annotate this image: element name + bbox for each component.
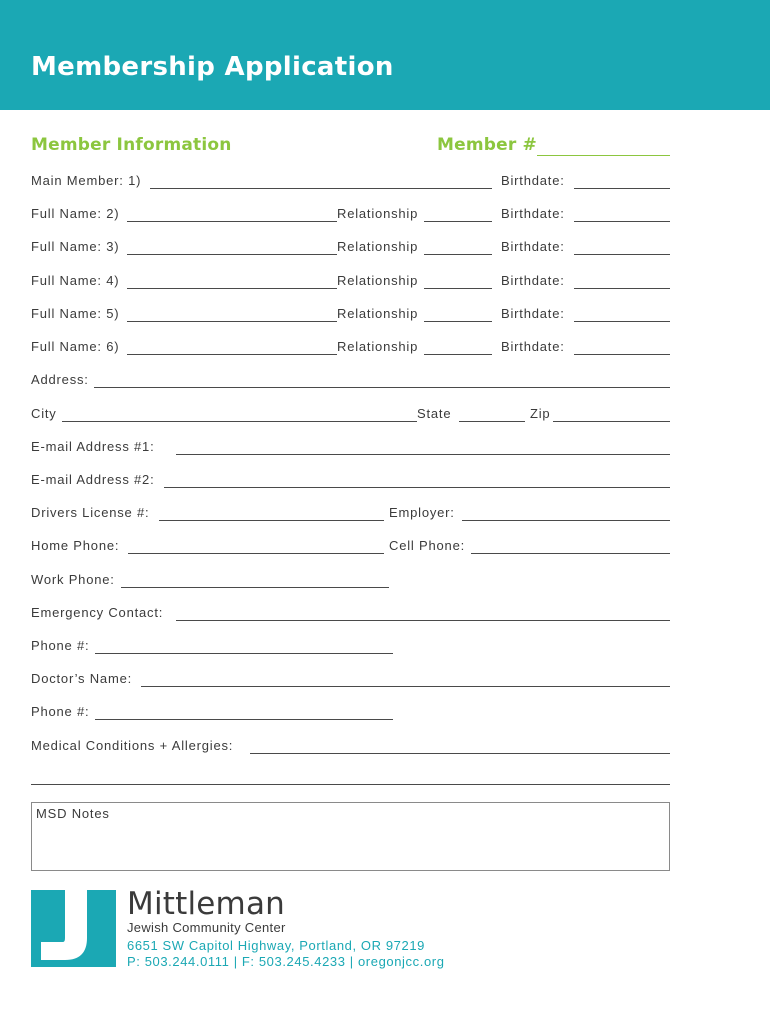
birthdate-field[interactable]	[574, 254, 670, 255]
birthdate-label: Birthdate:	[501, 339, 565, 354]
org-subtitle: Jewish Community Center	[127, 920, 286, 935]
relationship-label: Relationship	[337, 306, 419, 321]
city-state-zip-row	[31, 406, 670, 426]
doctor-phone-row	[31, 704, 670, 724]
full-name-field[interactable]	[127, 288, 337, 289]
relationship-field[interactable]	[424, 354, 492, 355]
birthdate-field[interactable]	[574, 288, 670, 289]
mjcc-logo	[31, 890, 116, 967]
email-1-row	[31, 439, 670, 459]
full-name-label: Full Name: 2)	[31, 206, 120, 221]
member-number-field[interactable]	[537, 155, 670, 156]
email-1-field[interactable]	[176, 454, 670, 455]
birthdate-field[interactable]	[574, 321, 670, 322]
license-employer-row	[31, 505, 670, 525]
relationship-label: Relationship	[337, 206, 419, 221]
medical-conditions-continuation-field[interactable]	[31, 784, 670, 785]
full-name-field[interactable]	[127, 221, 337, 222]
full-name-field[interactable]	[127, 321, 337, 322]
cell-phone-label: Cell Phone:	[389, 538, 466, 553]
emergency-phone-field[interactable]	[95, 653, 393, 654]
emergency-contact-field[interactable]	[176, 620, 670, 621]
relationship-field[interactable]	[424, 288, 492, 289]
doctors-name-field[interactable]	[141, 686, 670, 687]
email-2-label: E-mail Address #2:	[31, 472, 155, 487]
member-information-heading: Member Information	[31, 135, 232, 155]
employer-field[interactable]	[462, 520, 670, 521]
doctor-phone-field[interactable]	[95, 719, 393, 720]
zip-field[interactable]	[553, 421, 670, 422]
doctors-name-label: Doctor’s Name:	[31, 671, 133, 686]
email-2-row	[31, 472, 670, 492]
main-member-label: Main Member: 1)	[31, 173, 142, 188]
main-member-field[interactable]	[150, 188, 492, 189]
birthdate-label: Birthdate:	[501, 239, 565, 254]
org-contact: P: 503.244.0111 | F: 503.245.4233 | oregonjcc.org	[127, 954, 445, 969]
work-phone-label: Work Phone:	[31, 572, 115, 587]
home-phone-label: Home Phone:	[31, 538, 120, 553]
medical-conditions-row	[31, 738, 670, 758]
member-number-label: Member #	[437, 135, 538, 155]
drivers-license-label: Drivers License #:	[31, 505, 150, 520]
address-field[interactable]	[94, 387, 670, 388]
org-name: Mittleman	[127, 886, 285, 922]
phone-label: Phone #:	[31, 704, 90, 719]
birthdate-label: Birthdate:	[501, 173, 565, 188]
emergency-phone-row	[31, 638, 670, 658]
address-label: Address:	[31, 372, 89, 387]
emergency-contact-row	[31, 605, 670, 625]
relationship-field[interactable]	[424, 254, 492, 255]
email-1-label: E-mail Address #1:	[31, 439, 155, 454]
full-name-label: Full Name: 3)	[31, 239, 120, 254]
msd-notes-label: MSD Notes	[36, 806, 110, 821]
medical-conditions-field[interactable]	[250, 753, 670, 754]
family-member-row	[31, 206, 670, 226]
doctor-row	[31, 671, 670, 691]
city-label: City	[31, 406, 57, 421]
phone-label: Phone #:	[31, 638, 90, 653]
org-address: 6651 SW Capitol Highway, Portland, OR 97219	[127, 938, 425, 953]
address-row	[31, 372, 670, 392]
drivers-license-field[interactable]	[159, 520, 384, 521]
relationship-label: Relationship	[337, 239, 419, 254]
full-name-field[interactable]	[127, 254, 337, 255]
birthdate-field[interactable]	[574, 221, 670, 222]
full-name-field[interactable]	[127, 354, 337, 355]
email-2-field[interactable]	[164, 487, 670, 488]
birthdate-label: Birthdate:	[501, 206, 565, 221]
home-phone-field[interactable]	[128, 553, 384, 554]
employer-label: Employer:	[389, 505, 455, 520]
header-band	[0, 0, 770, 110]
zip-label: Zip	[530, 406, 551, 421]
family-member-row	[31, 273, 670, 293]
medical-conditions-label: Medical Conditions + Allergies:	[31, 738, 234, 753]
cell-phone-field[interactable]	[471, 553, 670, 554]
birthdate-field[interactable]	[574, 188, 670, 189]
relationship-field[interactable]	[424, 321, 492, 322]
full-name-label: Full Name: 5)	[31, 306, 120, 321]
family-member-row	[31, 339, 670, 359]
birthdate-field[interactable]	[574, 354, 670, 355]
home-cell-phone-row	[31, 538, 670, 558]
relationship-label: Relationship	[337, 339, 419, 354]
j-letter-icon	[31, 890, 116, 967]
city-field[interactable]	[62, 421, 417, 422]
work-phone-row	[31, 572, 670, 592]
birthdate-label: Birthdate:	[501, 306, 565, 321]
birthdate-label: Birthdate:	[501, 273, 565, 288]
relationship-label: Relationship	[337, 273, 419, 288]
msd-notes-box[interactable]	[31, 802, 670, 871]
family-member-row	[31, 239, 670, 259]
work-phone-field[interactable]	[121, 587, 389, 588]
full-name-label: Full Name: 6)	[31, 339, 120, 354]
relationship-field[interactable]	[424, 221, 492, 222]
state-field[interactable]	[459, 421, 525, 422]
state-label: State	[417, 406, 452, 421]
emergency-contact-label: Emergency Contact:	[31, 605, 164, 620]
page-title: Membership Application	[31, 52, 394, 82]
family-member-row	[31, 306, 670, 326]
main-member-row	[31, 173, 670, 193]
full-name-label: Full Name: 4)	[31, 273, 120, 288]
